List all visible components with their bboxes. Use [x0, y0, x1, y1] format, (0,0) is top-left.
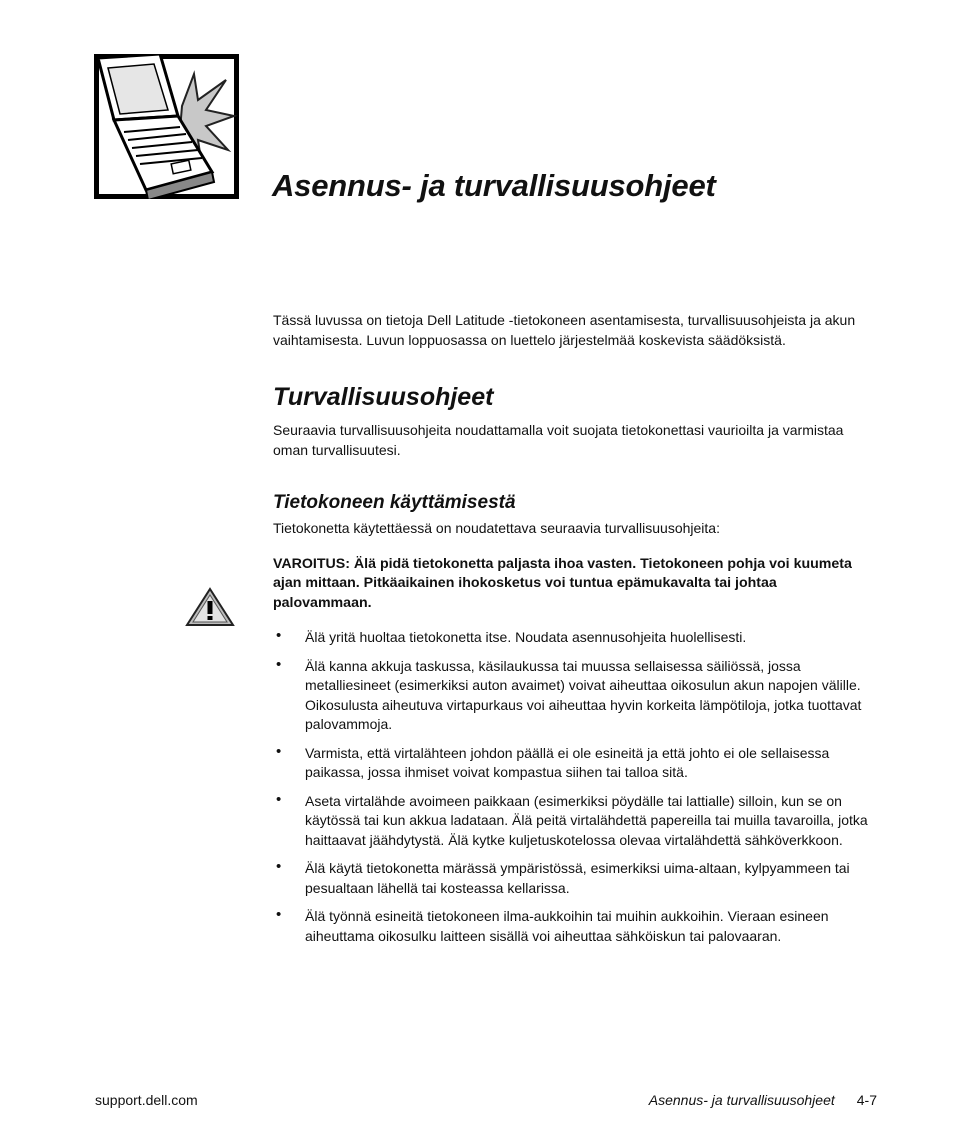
footer-title: Asennus- ja turvallisuusohjeet	[648, 1092, 835, 1108]
page-number: 4-7	[856, 1092, 877, 1108]
warning-triangle-icon	[184, 586, 236, 628]
list-item-text: Älä yritä huoltaa tietokonetta itse. Noudata asennusohjeita huolellisesti.	[305, 629, 747, 645]
list-item-text: Älä työnnä esineitä tietokoneen ilma-aukkoihin tai muihin aukkoihin. Vieraan esineen aiheuttama oikosulku laitteen sisällä voi aiheuttaa sähköiskun tai palovaaran.	[305, 908, 829, 944]
list-item-text: Älä kanna akkuja taskussa, käsilaukussa tai muussa sellaisessa säiliössä, jossa metalliesineet (esimerkiksi auton avaimet) voivat aiheuttaa oikosulun akun napojen välille. Oikosulusta aiheutuva virtapurkaus voi aiheuttaa hyvin korkeita lämpötiloja, jotka tuottavat palovammoja.	[305, 657, 862, 732]
list-item	[273, 657, 873, 735]
list-item-text: Älä käytä tietokonetta märässä ympäristössä, esimerkiksi uima-altaan, kylpyammeen tai pesualtaan lähellä tai kosteassa kellarissa.	[305, 860, 850, 896]
list-item-text: Varmista, että virtalähteen johdon päällä ei ole esineitä ja että johto ei ole sellaisessa paikassa, jossa ihmiset voivat kompastua siihen tai talloa sitä.	[305, 744, 830, 780]
section-paragraph: Seuraavia turvallisuusohjeita noudattamalla voit suojata tietokonettasi vaurioilta ja varmistaa oman turvallisuutesi.	[273, 422, 844, 458]
safety-list	[273, 628, 873, 946]
subsection-heading: Tietokoneen käyttämisestä	[273, 492, 516, 513]
bullet-icon: •	[276, 655, 282, 673]
bullet-icon: •	[276, 790, 282, 808]
bullet-icon: •	[276, 627, 282, 644]
intro-paragraph: Tässä luvussa on tietoja Dell Latitude -tietokoneen asentamisesta, turvallisuusohjeista ja akun vaihtamisesta. Luvun loppuosassa on luettelo järjestelmää koskevista säädöksistä.	[273, 312, 856, 348]
list-item	[273, 907, 873, 946]
list-item	[273, 744, 873, 783]
list-item	[273, 792, 873, 851]
bullet-icon: •	[276, 906, 282, 923]
list-item-text: Aseta virtalähde avoimeen paikkaan (esimerkiksi pöydälle tai lattialle) silloin, kun se on käytössä tai kun akkua ladataan. Älä peitä virtalähdettä papereilla tai muilla tavaroilla, jotka haittaavat jäähdytystä. Älä kytke kuljetuskotelossa olevaa virtalähdettä sähköverkkoon.	[305, 792, 868, 848]
list-item	[273, 628, 873, 648]
subsection-paragraph: Tietokonetta käytettäessä on noudatettava seuraavia turvallisuusohjeita:	[273, 520, 720, 536]
list-item	[273, 859, 873, 898]
warning-text: VAROITUS: Älä pidä tietokonetta paljasta ihoa vasten. Tietokoneen pohja voi kuumeta ajan mittaan. Pitkäaikainen ihokosketus voi tuntua epämukavalta tai johtaa palovammaan.	[273, 555, 852, 611]
laptop-icon	[94, 54, 239, 199]
footer-right	[649, 1092, 877, 1108]
bullet-icon: •	[276, 742, 282, 760]
chapter-title: Asennus- ja turvallisuusohjeet	[272, 168, 716, 203]
section-heading: Turvallisuusohjeet	[273, 383, 494, 411]
footer-website: support.dell.com	[95, 1092, 198, 1108]
main-content	[273, 311, 873, 955]
bullet-icon: •	[276, 858, 282, 875]
